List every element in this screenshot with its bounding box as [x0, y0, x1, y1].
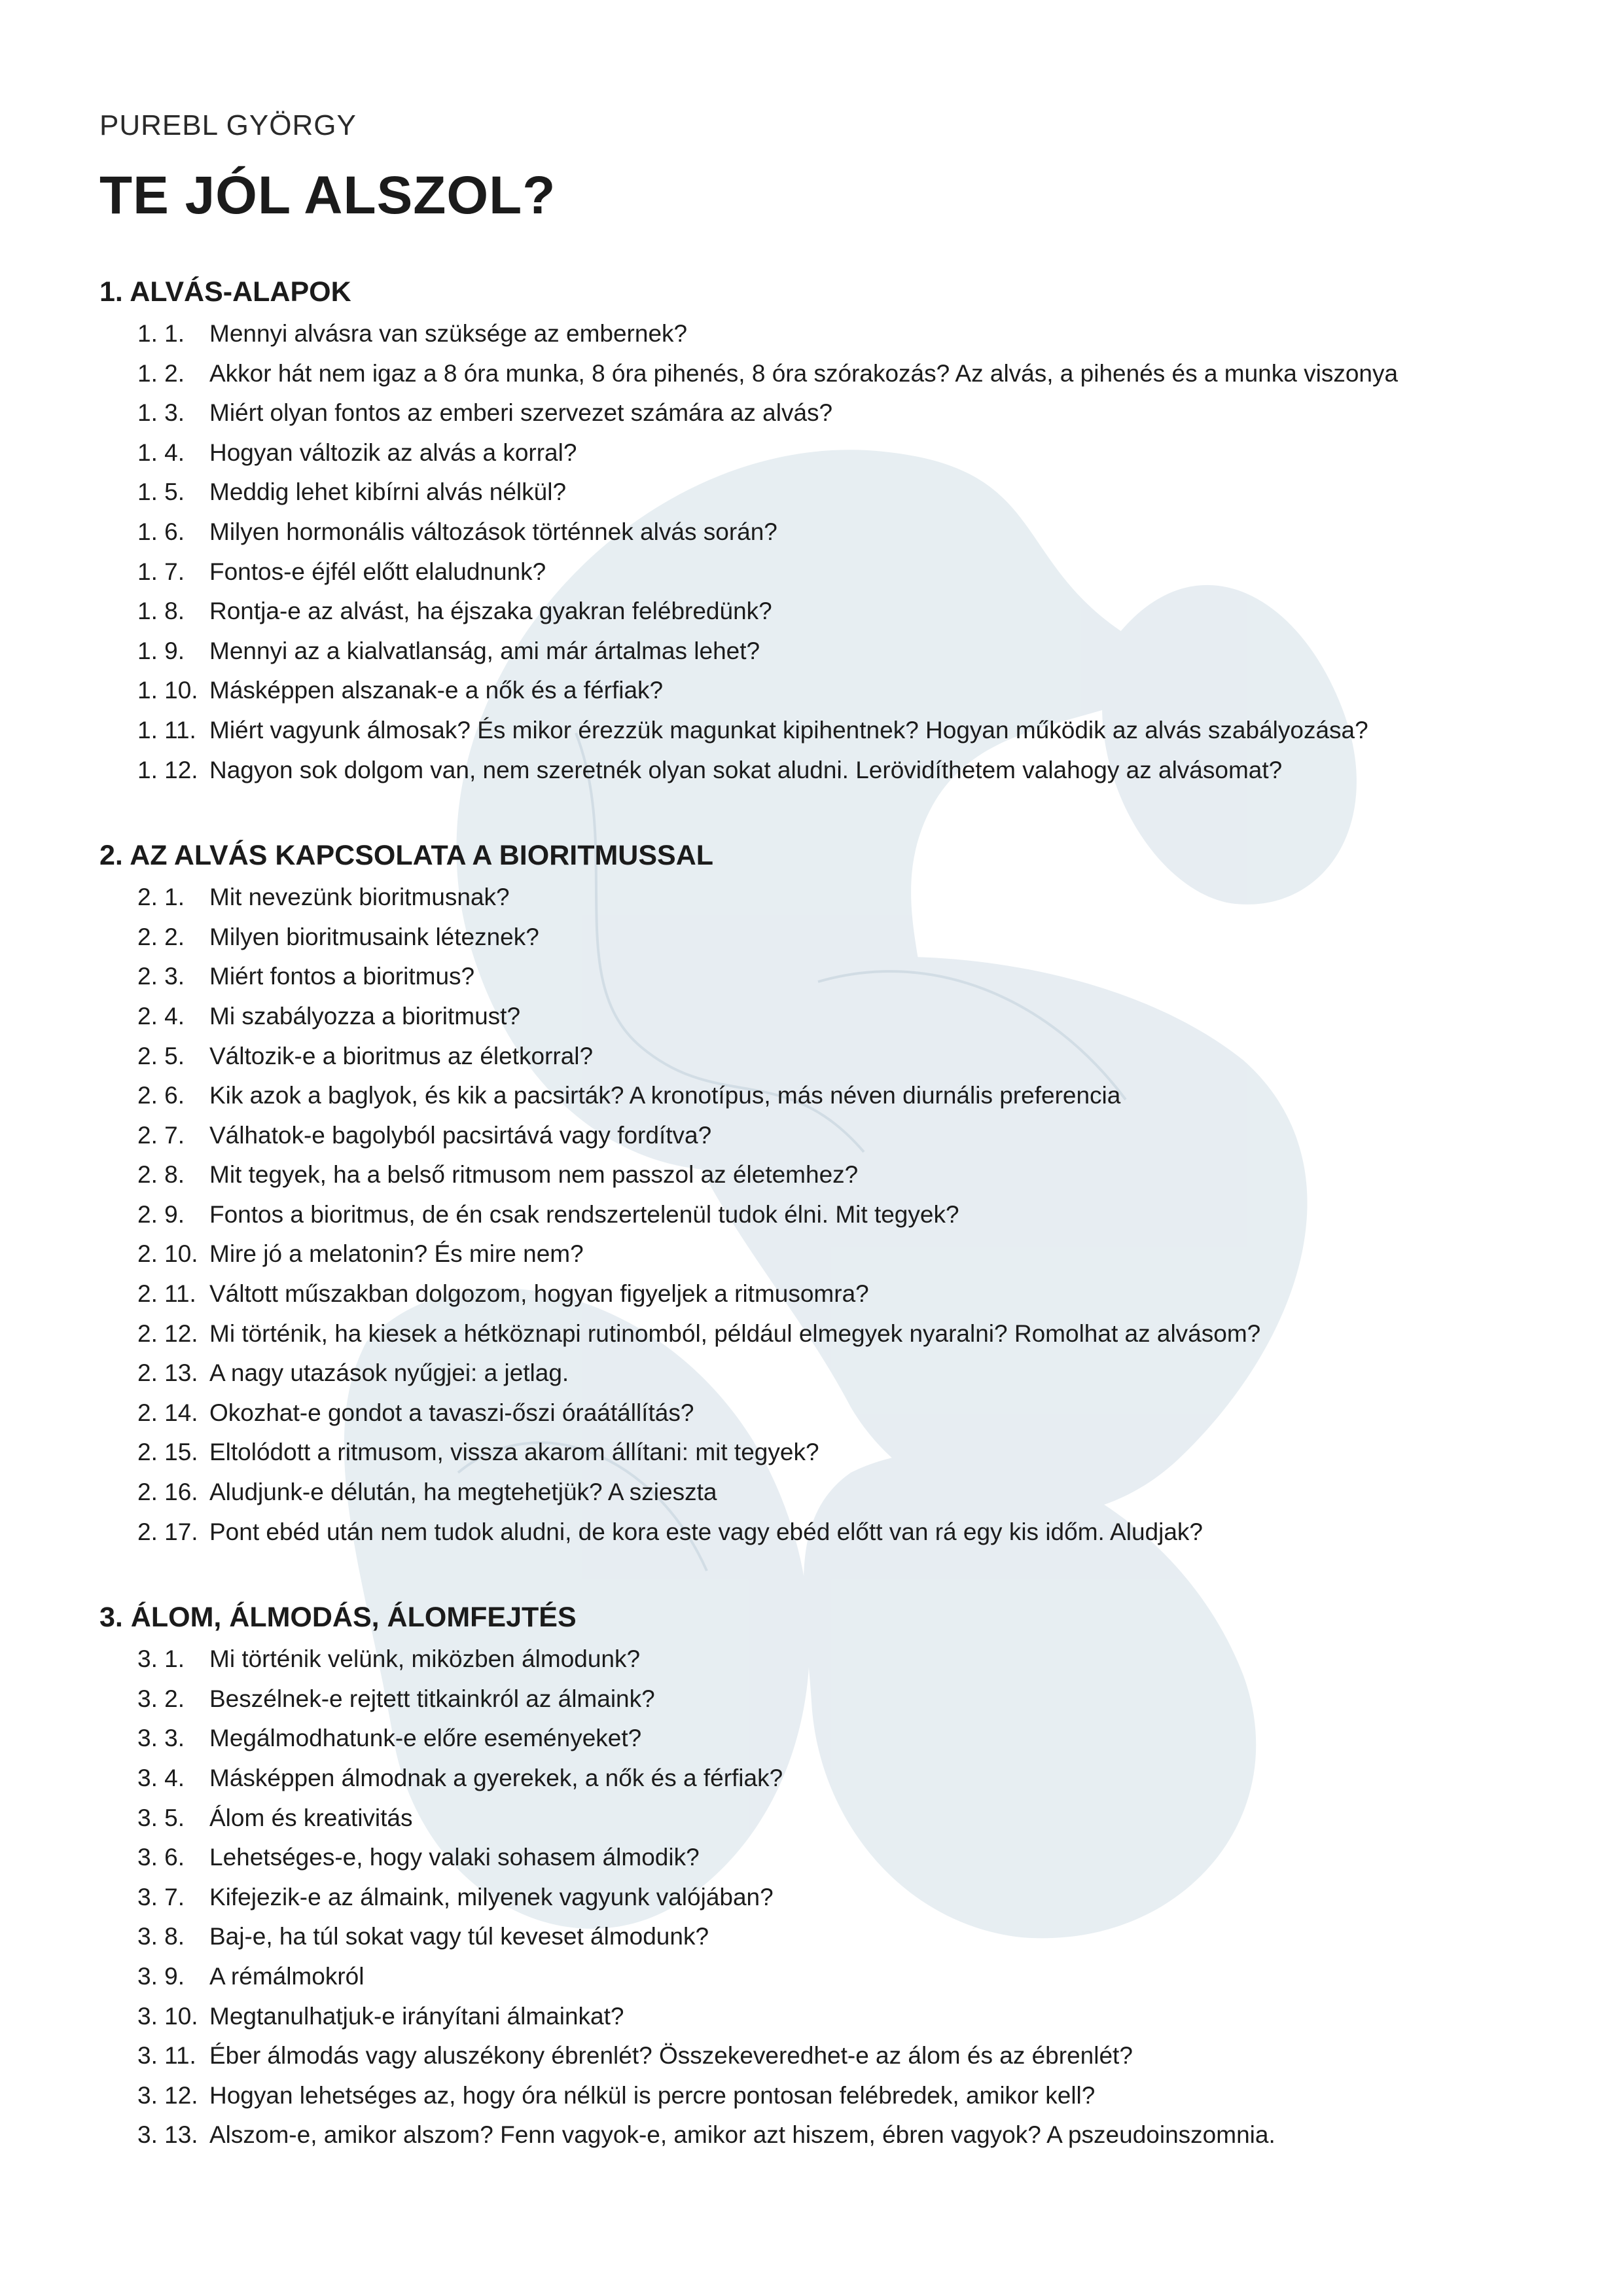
list-item	[99, 1195, 1539, 1235]
list-item	[99, 1433, 1539, 1473]
item-text: Hogyan változik az alvás a korral?	[209, 439, 577, 466]
item-text: Okozhat-e gondot a tavaszi-őszi óraátállítás?	[209, 1399, 694, 1426]
item-text: Nagyon sok dolgom van, nem szeretnék olyan sokat aludni. Lerövidíthetem valahogy az alvásomat?	[209, 756, 1283, 783]
list-item	[99, 1838, 1539, 1878]
list-item	[99, 1234, 1539, 1274]
list-item	[99, 1759, 1539, 1799]
item-number: 3. 12.	[137, 2081, 198, 2109]
list-item	[99, 512, 1539, 552]
item-number: 1. 5.	[137, 478, 185, 506]
list-item	[99, 1314, 1539, 1354]
item-text: Miért fontos a bioritmus?	[209, 963, 475, 990]
item-text: Másképpen alszanak-e a nők és a férfiak?	[209, 677, 664, 704]
section-title: 2. AZ ALVÁS KAPCSOLATA A BIORITMUSSAL	[99, 840, 714, 872]
item-number: 2. 5.	[137, 1042, 185, 1069]
list-item	[99, 1513, 1539, 1552]
item-text: Mi történik, ha kiesek a hétköznapi rutinomból, például elmegyek nyaralni? Romolhat az alvásom?	[209, 1319, 1261, 1347]
item-text: Éber álmodás vagy aluszékony ébrenlét? Összekeveredhet-e az álom és az ébrenlét?	[209, 2042, 1133, 2070]
item-number: 2. 4.	[137, 1002, 185, 1030]
item-text: Mit nevezünk bioritmusnak?	[209, 884, 510, 911]
list-item	[99, 632, 1539, 672]
list-item	[99, 1076, 1539, 1116]
list-item	[99, 552, 1539, 592]
item-text: Milyen hormonális változások történnek alvás során?	[209, 518, 777, 545]
item-number: 2. 17.	[137, 1518, 198, 1545]
item-text: Lehetséges-e, hogy valaki sohasem álmodik?	[209, 1844, 700, 1871]
item-number: 2. 8.	[137, 1161, 185, 1189]
item-text: Miért vagyunk álmosak? És mikor érezzük magunkat kipihentnek? Hogyan működik az alvás szabályozása?	[209, 716, 1368, 744]
item-number: 1. 12.	[137, 756, 198, 783]
list-item	[99, 393, 1539, 433]
item-text: Megtanulhatjuk-e irányítani álmainkat?	[209, 2002, 624, 2030]
list-item	[99, 878, 1539, 918]
item-number: 1. 1.	[137, 320, 185, 347]
item-text: Milyen bioritmusaink léteznek?	[209, 923, 539, 950]
section-alom	[99, 1598, 1539, 2155]
item-text: Fontos a bioritmus, de én csak rendszertelenül tudok élni. Mit tegyek?	[209, 1200, 959, 1228]
item-text: Mennyi az a kialvatlanság, ami már ártalmas lehet?	[209, 637, 760, 664]
item-number: 2. 15.	[137, 1439, 198, 1466]
list-item	[99, 1679, 1539, 1719]
section-bioritmus	[99, 836, 1539, 1552]
list-item	[99, 1037, 1539, 1077]
item-number: 2. 7.	[137, 1121, 185, 1149]
item-number: 1. 11.	[137, 716, 196, 744]
author-name: PUREBL GYÖRGY	[99, 109, 357, 141]
item-text: Fontos-e éjfél előtt elaludnunk?	[209, 558, 546, 585]
list-item	[99, 671, 1539, 711]
list-item	[99, 1719, 1539, 1759]
item-text: Álom és kreativitás	[209, 1804, 413, 1831]
item-number: 3. 7.	[137, 1883, 185, 1910]
item-text: Miért olyan fontos az emberi szervezet számára az alvás?	[209, 399, 833, 427]
item-text: Eltolódott a ritmusom, vissza akarom állítani: mit tegyek?	[209, 1439, 819, 1466]
item-text: Mennyi alvásra van szüksége az embernek?	[209, 320, 688, 347]
list-item	[99, 1640, 1539, 1679]
item-text: Mi történik velünk, miközben álmodunk?	[209, 1645, 641, 1673]
item-text: Pont ebéd után nem tudok aludni, de kora este vagy ebéd előtt van rá egy kis időm. Aludjak?	[209, 1518, 1203, 1545]
item-number: 2. 6.	[137, 1082, 185, 1109]
list-item	[99, 314, 1539, 354]
item-number: 3. 8.	[137, 1923, 185, 1950]
item-number: 1. 8.	[137, 598, 185, 625]
item-text: Megálmodhatunk-e előre eseményeket?	[209, 1725, 642, 1752]
item-number: 2. 1.	[137, 884, 185, 911]
item-text: A nagy utazások nyűgjei: a jetlag.	[209, 1359, 569, 1387]
item-number: 3. 1.	[137, 1645, 185, 1673]
item-number: 2. 14.	[137, 1399, 198, 1426]
item-number: 3. 6.	[137, 1844, 185, 1871]
list-item	[99, 1799, 1539, 1839]
item-text: Mi szabályozza a bioritmust?	[209, 1002, 521, 1030]
list-item	[99, 433, 1539, 473]
item-number: 2. 9.	[137, 1200, 185, 1228]
item-number: 3. 4.	[137, 1765, 185, 1791]
item-text: Rontja-e az alvást, ha éjszaka gyakran felébredünk?	[209, 598, 772, 625]
item-text: Akkor hát nem igaz a 8 óra munka, 8 óra pihenés, 8 óra szórakozás? Az alvás, a pihenés és a munka viszonya	[209, 359, 1399, 387]
list-item	[99, 957, 1539, 997]
list-item	[99, 997, 1539, 1037]
item-text: Baj-e, ha túl sokat vagy túl keveset álmodunk?	[209, 1923, 709, 1950]
list-item	[99, 1878, 1539, 1918]
item-text: Másképpen álmodnak a gyerekek, a nők és a férfiak?	[209, 1765, 783, 1791]
section-title: 3. ÁLOM, ÁLMODÁS, ÁLOMFEJTÉS	[99, 1602, 577, 1634]
item-text: Hogyan lehetséges az, hogy óra nélkül is percre pontosan felébredek, amikor kell?	[209, 2081, 1096, 2109]
item-text: A rémálmokról	[209, 1962, 365, 1990]
item-number: 1. 3.	[137, 399, 185, 427]
list-item	[99, 711, 1539, 751]
item-number: 2. 3.	[137, 963, 185, 990]
item-number: 3. 2.	[137, 1685, 185, 1712]
item-number: 2. 11.	[137, 1280, 196, 1308]
list-item	[99, 354, 1539, 394]
item-text: Beszélnek-e rejtett titkainkról az álmaink?	[209, 1685, 655, 1712]
item-text: Aludjunk-e délután, ha megtehetjük? A sziesztа	[209, 1479, 717, 1506]
item-number: 2. 13.	[137, 1359, 198, 1387]
item-number: 3. 3.	[137, 1725, 185, 1752]
item-number: 1. 10.	[137, 677, 198, 704]
item-number: 2. 16.	[137, 1479, 198, 1506]
item-text: Mire jó a melatonin? És mire nem?	[209, 1240, 584, 1268]
document-title: TE JÓL ALSZOL?	[99, 166, 556, 225]
page-content	[99, 106, 1539, 2155]
item-number: 1. 9.	[137, 637, 185, 664]
item-text: Váltott műszakban dolgozom, hogyan figyeljek a ritmusomra?	[209, 1280, 869, 1308]
item-number: 1. 4.	[137, 439, 185, 466]
item-number: 1. 7.	[137, 558, 185, 585]
list-item	[99, 2076, 1539, 2116]
item-number: 2. 12.	[137, 1319, 198, 1347]
list-item	[99, 1274, 1539, 1314]
item-number: 3. 9.	[137, 1962, 185, 1990]
list-item	[99, 1393, 1539, 1433]
list-item	[99, 2115, 1539, 2155]
list-item	[99, 1957, 1539, 1997]
item-number: 1. 6.	[137, 518, 185, 545]
list-item	[99, 918, 1539, 958]
item-text: Mit tegyek, ha a belső ritmusom nem passzol az életemhez?	[209, 1161, 859, 1189]
list-item	[99, 1155, 1539, 1195]
section-alvas-alapok	[99, 272, 1539, 790]
item-number: 2. 10.	[137, 1240, 198, 1268]
item-text: Válhatok-e bagolyból pacsirtává vagy fordítva?	[209, 1121, 712, 1149]
list-item	[99, 2036, 1539, 2076]
list-item	[99, 1354, 1539, 1393]
item-number: 3. 5.	[137, 1804, 185, 1831]
list-item	[99, 1997, 1539, 2037]
section-title: 1. ALVÁS-ALAPOK	[99, 276, 351, 308]
list-item	[99, 1116, 1539, 1156]
list-item	[99, 592, 1539, 632]
item-number: 3. 13.	[137, 2121, 198, 2149]
item-number: 3. 11.	[137, 2042, 196, 2070]
list-item	[99, 1473, 1539, 1513]
item-text: Kik azok a baglyok, és kik a pacsirták? A kronotípus, más néven diurnális preferencia	[209, 1082, 1121, 1109]
list-item	[99, 751, 1539, 791]
item-text: Alszom-e, amikor alszom? Fenn vagyok-e, amikor azt hiszem, ébren vagyok? A pszeudoinszomnia.	[209, 2121, 1275, 2149]
item-text: Változik-e a bioritmus az életkorral?	[209, 1042, 594, 1069]
list-item	[99, 473, 1539, 512]
list-item	[99, 1917, 1539, 1957]
item-text: Meddig lehet kibírni alvás nélkül?	[209, 478, 567, 506]
item-number: 2. 2.	[137, 923, 185, 950]
item-text: Kifejezik-e az álmaink, milyenek vagyunk valójában?	[209, 1883, 774, 1910]
item-number: 1. 2.	[137, 359, 185, 387]
item-number: 3. 10.	[137, 2002, 198, 2030]
